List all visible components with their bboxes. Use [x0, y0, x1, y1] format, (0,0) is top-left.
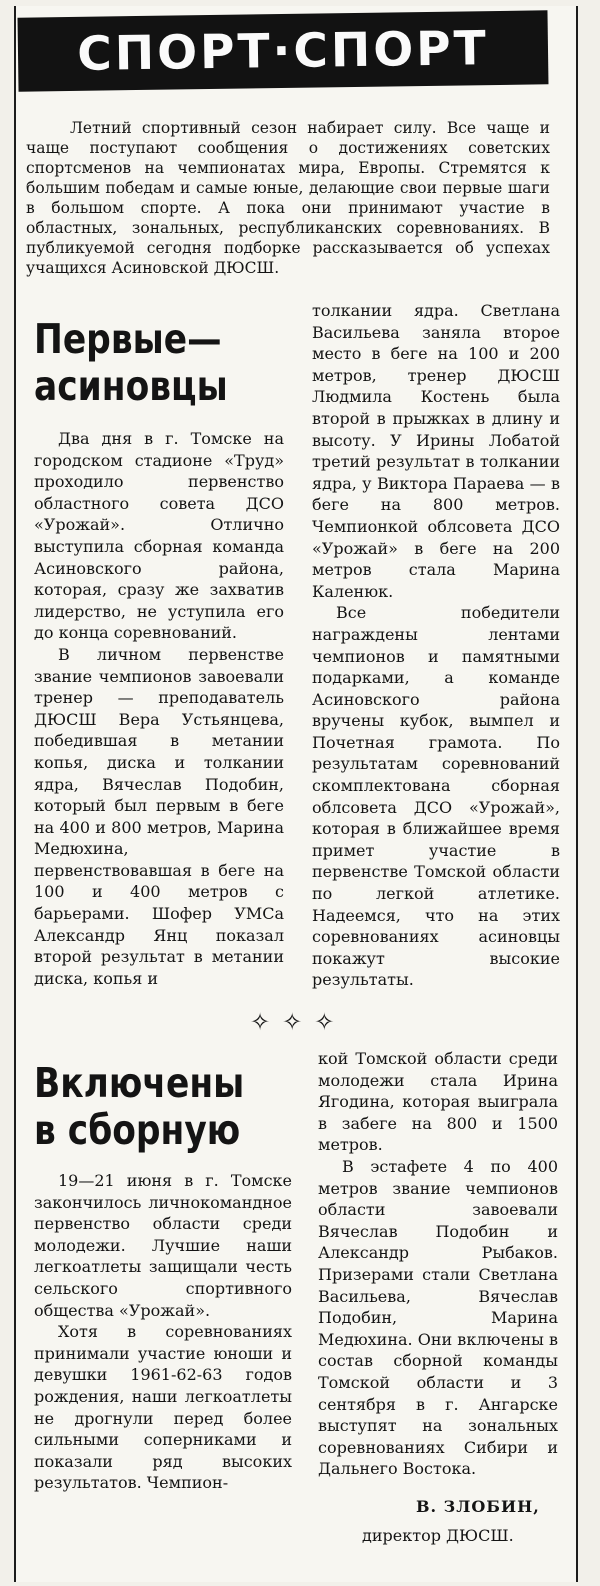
article1-right-column: [312, 300, 560, 991]
section-masthead: СПОРТ·СПОРТ: [18, 10, 549, 91]
article2-headline-line2: в сборную: [34, 1106, 241, 1154]
article2-headline: [34, 1060, 334, 1154]
article1-paragraph: Все победители награждены лентами чемпионов и памятными подарками, а команде Асиновского района вручены кубок, вымпел и Почетная грамота. По результатам соревнований скомплектована сборная облсовета ДСО «Урожай», которая в ближайшее время примет участие в первенстве Томской области по легкой атлетике. Надеемся, что на этих соревнованиях асиновцы покажут высокие результаты.: [312, 603, 560, 990]
article1-left-column: [34, 428, 284, 989]
article2-paragraph: кой Томской области среди молодежи стала Ирина Ягодина, которая выиграла в забеге на 800 и 1500 метров.: [318, 1049, 558, 1155]
article2-headline-line1: Включены: [34, 1059, 245, 1107]
article2-right-column: [318, 1048, 558, 1480]
intro-paragraph: Летний спортивный сезон набирает силу. Все чаще и чаще поступают сообщения о достижениях советских спортсменов на чемпионатах мира, Европы. Стремятся к большим победам и самые юные, делающие свои первые шаги в большом спорте. А пока они принимают участие в областных, зональных, республиканских соревнованиях. В публикуемой сегодня подборке рассказывается об успехах учащихся Асиновской ДЮСШ.: [26, 119, 550, 277]
article1-headline-line2: асиновцы: [34, 362, 228, 410]
article1-headline-line1: Первые—: [34, 315, 222, 363]
article1-headline: [34, 316, 334, 410]
article2-paragraph: В эстафете 4 по 400 метров звание чемпионов области завоевали Вячеслав Подобин и Александр Рыбаков. Призерами стали Светлана Васильева, Вячеслав Подобин, Марина Медюхина. Они включены в состав сборной команды Томской области и 3 сентября в г. Ангарске выступят на зональных соревнованиях Сибири и Дальнего Востока.: [318, 1156, 558, 1479]
article2-left-column: [34, 1170, 292, 1494]
article1-paragraph: В личном первенстве звание чемпионов завоевали тренер — преподаватель ДЮСШ Вера Устьянцева, победившая в метании копья, диска и толкании ядра, Вячеслав Подобин, который был первым в беге на 400 и 800 метров, Марина Медюхина, первенствовавшая в беге на 100 и 400 метров с барьерами. Шофер УМСа Александр Янц показал второй результат в метании диска, копья и: [34, 644, 284, 988]
star-divider: ✧✧✧: [250, 1008, 347, 1036]
article1-paragraph: толкании ядра. Светлана Васильева заняла второе место в беге на 100 и 200 метров, тренер ДЮСШ Людмила Костень была второй в прыжках в длину и высоту. У Ирины Лобатой третий результат в толкании ядра, у Виктора Параева — в беге на 800 метров. Чемпионкой облсовета ДСО «Урожай» в беге на 200 метров стала Марина Каленюк.: [312, 301, 560, 601]
article1-paragraph: Два дня в г. Томске на городском стадионе «Труд» проходило первенство областного совета ДСО «Урожай». Отлично выступила сборная команда Асиновского района, которая, сразу же захватив лидерство, не уступила его до конца соревнований.: [34, 429, 284, 643]
author-position: директор ДЮСШ.: [362, 1526, 514, 1545]
article2-paragraph: 19—21 июня в г. Томске закончилось личнокомандное первенство области среди молодежи. Лучшие наши легкоатлеты защищали честь сельского спортивного общества «Урожай».: [34, 1171, 292, 1320]
article2-paragraph: Хотя в соревнованиях принимали участие юноши и девушки 1961-62-63 годов рождения, наши легкоатлеты не дрогнули перед более сильными соперниками и показали ряд высоких результатов. Чемпион-: [34, 1322, 292, 1493]
author-name: В. ЗЛОБИН,: [416, 1497, 540, 1516]
